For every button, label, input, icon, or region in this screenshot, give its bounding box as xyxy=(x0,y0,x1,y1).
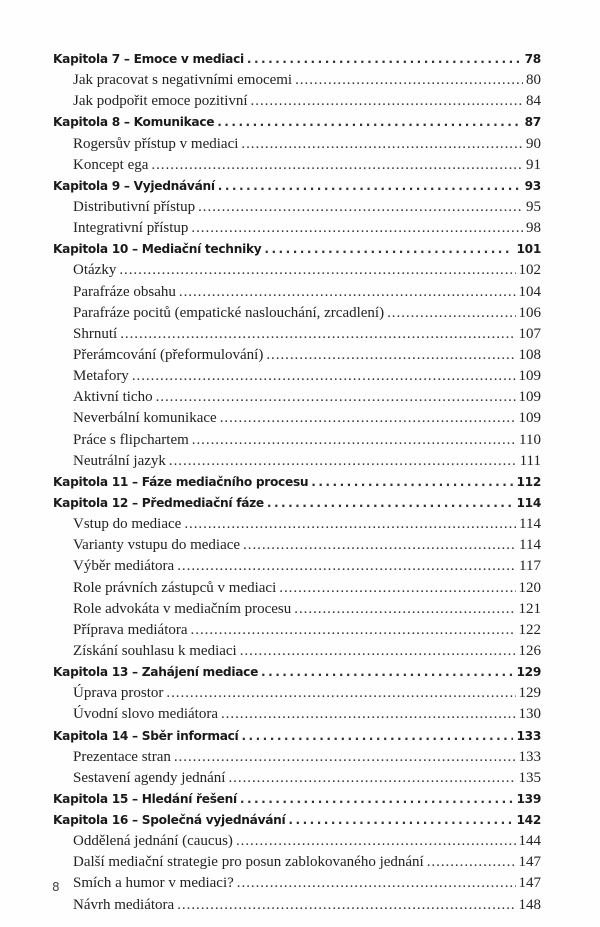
toc-chapter-entry xyxy=(53,112,541,133)
toc-entry-page: 148 xyxy=(518,896,541,913)
toc-chapter-entry xyxy=(53,49,541,70)
toc-entry-title: Kapitola 10 – Mediační techniky xyxy=(53,242,262,257)
dot-leader xyxy=(156,387,516,408)
toc-section-entry xyxy=(53,556,541,577)
toc-section-entry xyxy=(53,218,541,239)
dot-leader xyxy=(151,155,523,176)
toc-entry-page: 122 xyxy=(518,621,541,638)
toc-entry-title: Návrh mediátora xyxy=(73,896,175,913)
toc-entry-page: 101 xyxy=(516,242,541,257)
toc-entry-page: 95 xyxy=(526,198,541,215)
toc-entry-page: 144 xyxy=(518,833,541,850)
toc-entry-title: Kapitola 8 – Komunikace xyxy=(53,115,215,130)
toc-entry-title: Metafory xyxy=(73,368,129,385)
toc-entry-title: Kapitola 15 – Hledání řešení xyxy=(53,791,237,806)
dot-leader xyxy=(169,451,517,472)
toc-entry-title: Kapitola 11 – Fáze mediačního procesu xyxy=(53,474,309,489)
toc-section-entry xyxy=(53,831,541,852)
toc-entry-title: Přerámcování (přeformulování) xyxy=(73,346,264,363)
dot-leader xyxy=(217,112,521,133)
dot-leader xyxy=(191,218,523,239)
toc-entry-title: Práce s flipchartem xyxy=(73,431,189,448)
toc-section-entry xyxy=(53,430,541,451)
table-of-contents xyxy=(53,49,541,916)
dot-leader xyxy=(241,134,523,155)
dot-leader xyxy=(267,493,514,514)
toc-entry-page: 112 xyxy=(516,474,541,489)
toc-entry-title: Smích a humor v mediaci? xyxy=(73,875,234,892)
dot-leader xyxy=(191,620,516,641)
dot-leader xyxy=(192,430,516,451)
dot-leader xyxy=(120,324,515,345)
toc-section-entry xyxy=(53,134,541,155)
toc-section-entry xyxy=(53,70,541,91)
toc-section-entry xyxy=(53,345,541,366)
dot-leader xyxy=(240,789,514,810)
toc-entry-page: 135 xyxy=(518,769,541,786)
toc-section-entry xyxy=(53,324,541,345)
dot-leader xyxy=(247,49,522,70)
toc-section-entry xyxy=(53,620,541,641)
toc-entry-page: 111 xyxy=(519,452,541,469)
toc-entry-page: 93 xyxy=(524,178,541,193)
toc-entry-title: Další mediační strategie pro posun zablokovaného jednání xyxy=(73,854,424,871)
dot-leader xyxy=(251,91,523,112)
dot-leader xyxy=(177,895,515,916)
toc-entry-title: Získání souhlasu k mediaci xyxy=(73,642,237,659)
toc-entry-page: 109 xyxy=(518,368,541,385)
toc-entry-title: Vstup do mediace xyxy=(73,516,182,533)
dot-leader xyxy=(294,599,515,620)
dot-leader xyxy=(279,578,515,599)
toc-entry-title: Jak pracovat s negativními emocemi xyxy=(73,72,293,89)
toc-section-entry xyxy=(53,91,541,112)
toc-section-entry xyxy=(53,578,541,599)
toc-entry-page: 98 xyxy=(526,220,541,237)
toc-entry-page: 126 xyxy=(518,642,541,659)
toc-section-entry xyxy=(53,155,541,176)
toc-entry-page: 107 xyxy=(518,325,541,342)
toc-section-entry xyxy=(53,873,541,894)
dot-leader xyxy=(264,239,513,260)
dot-leader xyxy=(288,810,513,831)
toc-section-entry xyxy=(53,366,541,387)
toc-entry-title: Parafráze pocitů (empatické naslouchání, zrcadlení) xyxy=(73,304,385,321)
dot-leader xyxy=(174,747,516,768)
dot-leader xyxy=(387,303,515,324)
dot-leader xyxy=(166,683,515,704)
toc-entry-page: 90 xyxy=(526,135,541,152)
toc-entry-page: 114 xyxy=(519,516,541,533)
toc-entry-title: Role advokáta v mediačním procesu xyxy=(73,600,292,617)
dot-leader xyxy=(221,704,516,725)
toc-section-entry xyxy=(53,768,541,789)
toc-chapter-entry xyxy=(53,239,541,260)
toc-section-entry xyxy=(53,599,541,620)
dot-leader xyxy=(119,260,515,281)
dot-leader xyxy=(198,197,523,218)
dot-leader xyxy=(261,662,513,683)
dot-leader xyxy=(177,556,516,577)
toc-section-entry xyxy=(53,303,541,324)
toc-entry-page: 147 xyxy=(518,875,541,892)
toc-entry-title: Neutrální jazyk xyxy=(73,452,166,469)
toc-entry-page: 87 xyxy=(524,115,541,130)
dot-leader xyxy=(240,641,516,662)
dot-leader xyxy=(220,408,516,429)
toc-section-entry xyxy=(53,260,541,281)
toc-section-entry xyxy=(53,895,541,916)
toc-entry-title: Neverbální komunikace xyxy=(73,410,217,427)
toc-section-entry xyxy=(53,387,541,408)
toc-entry-title: Oddělená jednání (caucus) xyxy=(73,833,233,850)
dot-leader xyxy=(179,282,516,303)
toc-entry-title: Úvodní slovo mediátora xyxy=(73,706,218,723)
toc-entry-title: Příprava mediátora xyxy=(73,621,188,638)
toc-entry-title: Distributivní přístup xyxy=(73,198,196,215)
toc-section-entry xyxy=(53,197,541,218)
toc-entry-page: 91 xyxy=(526,156,541,173)
toc-entry-title: Kapitola 12 – Předmediační fáze xyxy=(53,495,264,510)
toc-chapter-entry xyxy=(53,789,541,810)
dot-leader xyxy=(236,831,516,852)
page-number: 8 xyxy=(52,880,60,894)
toc-entry-title: Úprava prostor xyxy=(73,685,164,702)
toc-entry-page: 120 xyxy=(518,579,541,596)
toc-chapter-entry xyxy=(53,810,541,831)
toc-section-entry xyxy=(53,683,541,704)
toc-entry-page: 104 xyxy=(518,283,541,300)
toc-entry-title: Varianty vstupu do mediace xyxy=(73,537,241,554)
dot-leader xyxy=(218,176,522,197)
toc-entry-title: Výběr mediátora xyxy=(73,558,175,575)
toc-entry-title: Role právních zástupců v mediaci xyxy=(73,579,277,596)
toc-entry-page: 109 xyxy=(518,389,541,406)
dot-leader xyxy=(241,726,513,747)
toc-entry-page: 84 xyxy=(526,93,541,110)
dot-leader xyxy=(228,768,515,789)
toc-entry-title: Jak podpořit emoce pozitivní xyxy=(73,93,248,110)
toc-entry-title: Kapitola 14 – Sběr informací xyxy=(53,728,239,743)
toc-entry-title: Kapitola 13 – Zahájení mediace xyxy=(53,665,259,680)
toc-entry-title: Kapitola 9 – Vyjednávání xyxy=(53,178,215,193)
toc-entry-page: 110 xyxy=(519,431,541,448)
toc-entry-page: 117 xyxy=(519,558,541,575)
toc-section-entry xyxy=(53,641,541,662)
dot-leader xyxy=(184,514,516,535)
toc-entry-page: 129 xyxy=(518,685,541,702)
toc-entry-page: 78 xyxy=(524,52,541,66)
toc-section-entry xyxy=(53,747,541,768)
toc-entry-page: 133 xyxy=(516,728,541,743)
toc-entry-title: Parafráze obsahu xyxy=(73,283,176,300)
toc-entry-title: Otázky xyxy=(73,262,117,279)
toc-entry-title: Koncept ega xyxy=(73,156,149,173)
toc-entry-page: 142 xyxy=(516,813,541,828)
toc-entry-page: 102 xyxy=(518,262,541,279)
dot-leader xyxy=(237,873,516,894)
toc-entry-title: Kapitola 7 – Emoce v mediaci xyxy=(53,52,244,66)
toc-entry-page: 114 xyxy=(519,537,541,554)
toc-chapter-entry xyxy=(53,726,541,747)
toc-chapter-entry xyxy=(53,472,541,493)
toc-entry-title: Integrativní přístup xyxy=(73,220,189,237)
toc-entry-title: Rogersův přístup v mediaci xyxy=(73,135,239,152)
toc-section-entry xyxy=(53,852,541,873)
toc-entry-page: 139 xyxy=(516,791,541,806)
dot-leader xyxy=(243,535,516,556)
toc-section-entry xyxy=(53,704,541,725)
toc-section-entry xyxy=(53,514,541,535)
toc-entry-title: Kapitola 16 – Společná vyjednávání xyxy=(53,813,286,828)
toc-entry-page: 129 xyxy=(516,665,541,680)
toc-section-entry xyxy=(53,408,541,429)
dot-leader xyxy=(311,472,513,493)
toc-section-entry xyxy=(53,282,541,303)
toc-entry-page: 130 xyxy=(518,706,541,723)
toc-section-entry xyxy=(53,535,541,556)
toc-chapter-entry xyxy=(53,493,541,514)
toc-entry-page: 121 xyxy=(518,600,541,617)
toc-chapter-entry xyxy=(53,662,541,683)
toc-section-entry xyxy=(53,451,541,472)
dot-leader xyxy=(266,345,515,366)
toc-entry-page: 80 xyxy=(526,72,541,89)
toc-entry-title: Sestavení agendy jednání xyxy=(73,769,226,786)
toc-entry-page: 106 xyxy=(518,304,541,321)
toc-entry-page: 114 xyxy=(516,495,541,510)
toc-entry-title: Prezentace stran xyxy=(73,748,171,765)
toc-entry-title: Shrnutí xyxy=(73,325,118,342)
toc-entry-page: 147 xyxy=(518,854,541,871)
dot-leader xyxy=(427,852,516,873)
toc-entry-title: Aktivní ticho xyxy=(73,389,153,406)
toc-entry-page: 108 xyxy=(518,346,541,363)
dot-leader xyxy=(295,70,523,91)
dot-leader xyxy=(132,366,516,387)
toc-entry-page: 109 xyxy=(518,410,541,427)
toc-entry-page: 133 xyxy=(518,748,541,765)
toc-chapter-entry xyxy=(53,176,541,197)
